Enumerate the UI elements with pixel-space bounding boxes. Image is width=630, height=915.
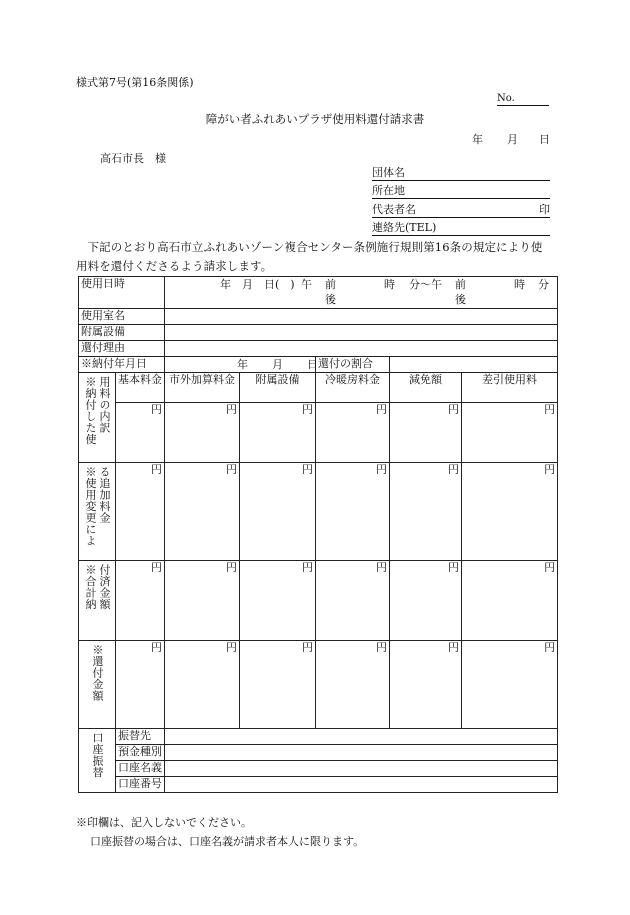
refund-equipment-cell[interactable]: 円 <box>240 641 316 729</box>
contact-label: 連絡先(TEL) <box>372 221 437 234</box>
usage-start-am: 前 <box>325 278 336 291</box>
usage-end-hour: 時 <box>514 278 525 291</box>
bank-row-account-type <box>79 745 558 761</box>
usage-datetime-row <box>79 277 558 309</box>
account-name-label: 口座名義 <box>116 761 165 777</box>
bank-row-transfer <box>79 729 558 745</box>
additional-outside-city-cell[interactable]: 円 <box>165 463 240 561</box>
total-paid-header <box>79 561 116 641</box>
group-name-label: 団体名 <box>372 166 405 179</box>
total-paid-row <box>79 561 558 641</box>
paid-net-cell[interactable]: 円 <box>462 403 558 463</box>
total-outside-city-cell[interactable]: 円 <box>165 561 240 641</box>
bank-transfer-dest-field[interactable] <box>165 729 558 745</box>
total-paid-label-b: 付済金額 <box>98 564 111 610</box>
note-account-holder: 口座振替の場合は、口座名義が請求者本人に限ります。 <box>90 835 365 848</box>
room-field[interactable] <box>165 309 558 325</box>
equipment-label: 附属設備 <box>79 325 165 341</box>
refund-basic-cell[interactable]: 円 <box>116 641 165 729</box>
payment-date-row <box>79 357 558 373</box>
room-row <box>79 309 558 325</box>
total-exemption-cell[interactable]: 円 <box>390 561 462 641</box>
document-number-field[interactable]: No. <box>497 93 549 106</box>
fee-col-equipment: 附属設備 <box>240 373 316 403</box>
refund-outside-city-cell[interactable]: 円 <box>165 641 240 729</box>
address-label: 所在地 <box>372 184 405 197</box>
refund-ratio-field[interactable] <box>390 357 558 373</box>
additional-equipment-cell[interactable]: 円 <box>240 463 316 561</box>
breakdown-vertical-labels <box>79 373 115 445</box>
breakdown-header <box>79 373 116 463</box>
payment-date-field[interactable] <box>165 357 316 373</box>
additional-heating-cooling-cell[interactable]: 円 <box>316 463 390 561</box>
payment-date-label: ※納付年月日 <box>79 357 165 373</box>
total-equipment-cell[interactable]: 円 <box>240 561 316 641</box>
contact-field[interactable] <box>372 221 550 236</box>
payment-day: 日 <box>307 358 318 371</box>
bank-transfer-dest-label: 振替先 <box>116 729 165 745</box>
usage-start-ampm: 午 <box>301 278 312 291</box>
usage-start-pm: 後 <box>325 293 336 306</box>
reason-label: 還付理由 <box>79 341 165 357</box>
addressee: 高石市長 様 <box>100 152 166 165</box>
fee-header-row <box>79 373 558 403</box>
room-label: 使用室名 <box>79 309 165 325</box>
refund-exemption-cell[interactable]: 円 <box>390 641 462 729</box>
fee-col-basic: 基本料金 <box>116 373 165 403</box>
date-day-label: 日 <box>539 133 550 146</box>
paid-basic-cell[interactable]: 円 <box>116 403 165 463</box>
reason-row <box>79 341 558 357</box>
refund-amount-label: ※還付金額 <box>91 644 104 702</box>
fee-col-net-usage: 差引使用料 <box>462 373 558 403</box>
payment-year: 年 <box>237 358 248 371</box>
equipment-field[interactable] <box>165 325 558 341</box>
bank-transfer-header <box>79 729 116 793</box>
refund-amount-header <box>79 641 116 729</box>
representative-field[interactable] <box>372 203 550 218</box>
refund-heating-cooling-cell[interactable]: 円 <box>316 641 390 729</box>
equipment-row <box>79 325 558 341</box>
bank-row-account-number <box>79 777 558 793</box>
fee-col-outside-city: 市外加算料金 <box>165 373 240 403</box>
group-name-field[interactable] <box>372 166 550 181</box>
breakdown-label: 用料の内訳 <box>98 376 111 434</box>
representative-label: 代表者名 <box>372 203 416 216</box>
paid-amount-row <box>79 403 558 463</box>
date-month-label: 月 <box>507 133 518 146</box>
additional-exemption-cell[interactable]: 円 <box>390 463 462 561</box>
refund-amount-row <box>79 641 558 729</box>
bank-row-account-name <box>79 761 558 777</box>
usage-start-minute: 分〜午 <box>409 278 442 291</box>
usage-month: 月 <box>242 278 253 291</box>
additional-fee-label-b: る追加料金 <box>98 466 111 524</box>
total-paid-vertical-labels <box>79 561 115 610</box>
form-number: 様式第7号(第16条関係) <box>76 76 194 89</box>
account-name-field[interactable] <box>165 761 558 777</box>
usage-end-minute: 分 <box>538 278 549 291</box>
request-statement: 下記のとおり高石市立ふれあいゾーン複合センター条例施行規則第16条の規定により使用料を還付くださるよう請求します。 <box>76 240 543 273</box>
paid-equipment-cell[interactable]: 円 <box>240 403 316 463</box>
usage-start-hour: 時 <box>384 278 395 291</box>
account-type-label: 預金種別 <box>116 745 165 761</box>
usage-end-pm: 後 <box>455 293 466 306</box>
fee-col-heating-cooling: 冷暖房料金 <box>316 373 390 403</box>
date-year-label: 年 <box>472 133 483 146</box>
usage-day: 日( ) <box>264 278 295 291</box>
usage-end-am: 前 <box>455 278 466 291</box>
usage-datetime-field[interactable] <box>165 277 558 309</box>
paid-usage-label: ※納付した使 <box>84 376 97 445</box>
usage-datetime-label: 使用日時 <box>79 277 165 309</box>
address-field[interactable] <box>372 184 550 199</box>
additional-fee-vertical-labels <box>79 463 115 547</box>
paid-outside-city-cell[interactable]: 円 <box>165 403 240 463</box>
paid-heating-cooling-cell[interactable]: 円 <box>316 403 390 463</box>
refund-net-cell[interactable]: 円 <box>462 641 558 729</box>
total-basic-cell[interactable]: 円 <box>116 561 165 641</box>
payment-month: 月 <box>272 358 283 371</box>
additional-fee-header <box>79 463 116 561</box>
total-paid-label-a: ※合計納 <box>84 564 97 610</box>
refund-ratio-label: 還付の割合 <box>316 357 390 373</box>
additional-fee-label-a: ※使用変更によ <box>84 466 97 547</box>
paid-exemption-cell[interactable]: 円 <box>390 403 462 463</box>
seal-mark: 印 <box>539 203 550 216</box>
account-number-field[interactable] <box>165 777 558 793</box>
reason-field[interactable] <box>165 341 558 357</box>
bank-vertical-labels <box>79 729 115 778</box>
additional-basic-cell[interactable]: 円 <box>116 463 165 561</box>
usage-year: 年 <box>220 278 231 291</box>
additional-net-cell[interactable]: 円 <box>462 463 558 561</box>
note-do-not-fill: ※印欄は、記入しないでください。 <box>76 816 252 829</box>
refund-request-table <box>78 276 558 793</box>
document-title: 障がい者ふれあいプラザ使用料還付請求書 <box>205 112 425 126</box>
total-net-cell[interactable]: 円 <box>462 561 558 641</box>
refund-amount-vertical-labels <box>79 641 115 702</box>
account-number-label: 口座番号 <box>116 777 165 793</box>
total-heating-cooling-cell[interactable]: 円 <box>316 561 390 641</box>
account-type-field[interactable] <box>165 745 558 761</box>
fee-col-exemption: 減免額 <box>390 373 462 403</box>
additional-fee-row <box>79 463 558 561</box>
bank-transfer-label: 口座振替 <box>91 732 104 778</box>
